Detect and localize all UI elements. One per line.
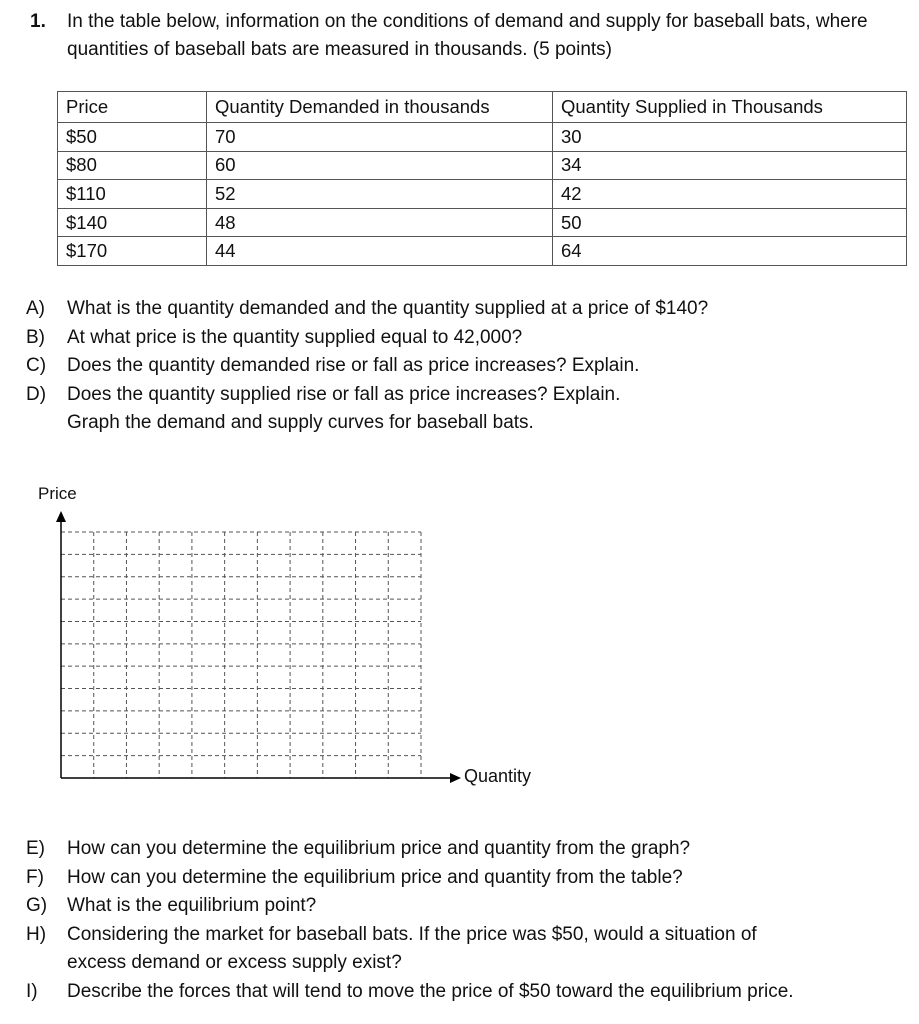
item-label: E) xyxy=(26,838,45,859)
cell-price: $80 xyxy=(58,151,207,180)
cell-price: $50 xyxy=(58,123,207,152)
item-text: What is the quantity demanded and the quantity supplied at a price of $140? xyxy=(67,298,709,319)
question-text: In the table below, information on the conditions of demand and supply for baseball bats, where quantities of baseball bats are measured in thousands. (5 points) xyxy=(67,11,868,60)
item-label: F) xyxy=(26,866,44,888)
item-text: How can you determine the equilibrium price and quantity from the table? xyxy=(67,866,683,888)
item-label: I) xyxy=(26,980,38,1002)
cell-demanded: 70 xyxy=(207,123,553,152)
cell-price: $110 xyxy=(58,180,207,209)
header-price: Price xyxy=(58,92,207,123)
cell-supplied: 34 xyxy=(553,151,907,180)
x-axis-label: Quantity xyxy=(464,766,532,786)
item-label: B) xyxy=(26,326,45,348)
x-axis-arrowhead xyxy=(450,773,461,783)
y-axis-label: Price xyxy=(38,484,77,503)
cell-demanded: 60 xyxy=(207,151,553,180)
item-label: A) xyxy=(26,298,45,319)
cell-supplied: 30 xyxy=(553,123,907,152)
item-text: At what price is the quantity supplied equal to 42,000? xyxy=(67,326,523,348)
cell-price: $140 xyxy=(58,208,207,237)
item-text: excess demand or excess supply exist? xyxy=(67,952,402,973)
cell-supplied: 64 xyxy=(553,237,907,266)
cell-demanded: 52 xyxy=(207,180,553,209)
header-quantity-supplied: Quantity Supplied in Thousands xyxy=(553,92,907,123)
cell-supplied: 42 xyxy=(553,180,907,209)
y-axis-arrowhead xyxy=(56,511,66,522)
item-text: What is the equilibrium point? xyxy=(67,895,317,916)
cell-supplied: 50 xyxy=(553,208,907,237)
item-label: C) xyxy=(26,355,47,376)
item-text: Considering the market for baseball bats. If the price was $50, would a situation of xyxy=(67,923,757,945)
item-label: D) xyxy=(26,383,47,405)
item-text: Does the quantity supplied rise or fall as price increases? Explain. xyxy=(67,383,621,405)
item-text: Does the quantity demanded rise or fall as price increases? Explain. xyxy=(67,355,640,376)
item-text: Describe the forces that will tend to move the price of $50 toward the equilibrium price. xyxy=(67,980,794,1002)
item-text: How can you determine the equilibrium price and quantity from the graph? xyxy=(67,838,691,859)
graph-grid xyxy=(61,532,421,778)
item-label: G) xyxy=(26,895,48,916)
graph-instruction: Graph the demand and supply curves for baseball bats. xyxy=(67,412,534,433)
header-quantity-demanded: Quantity Demanded in thousands xyxy=(207,92,553,123)
question-number: 1. xyxy=(30,11,46,32)
cell-demanded: 44 xyxy=(207,237,553,266)
cell-demanded: 48 xyxy=(207,208,553,237)
cell-price: $170 xyxy=(58,237,207,266)
item-label: H) xyxy=(26,923,47,945)
